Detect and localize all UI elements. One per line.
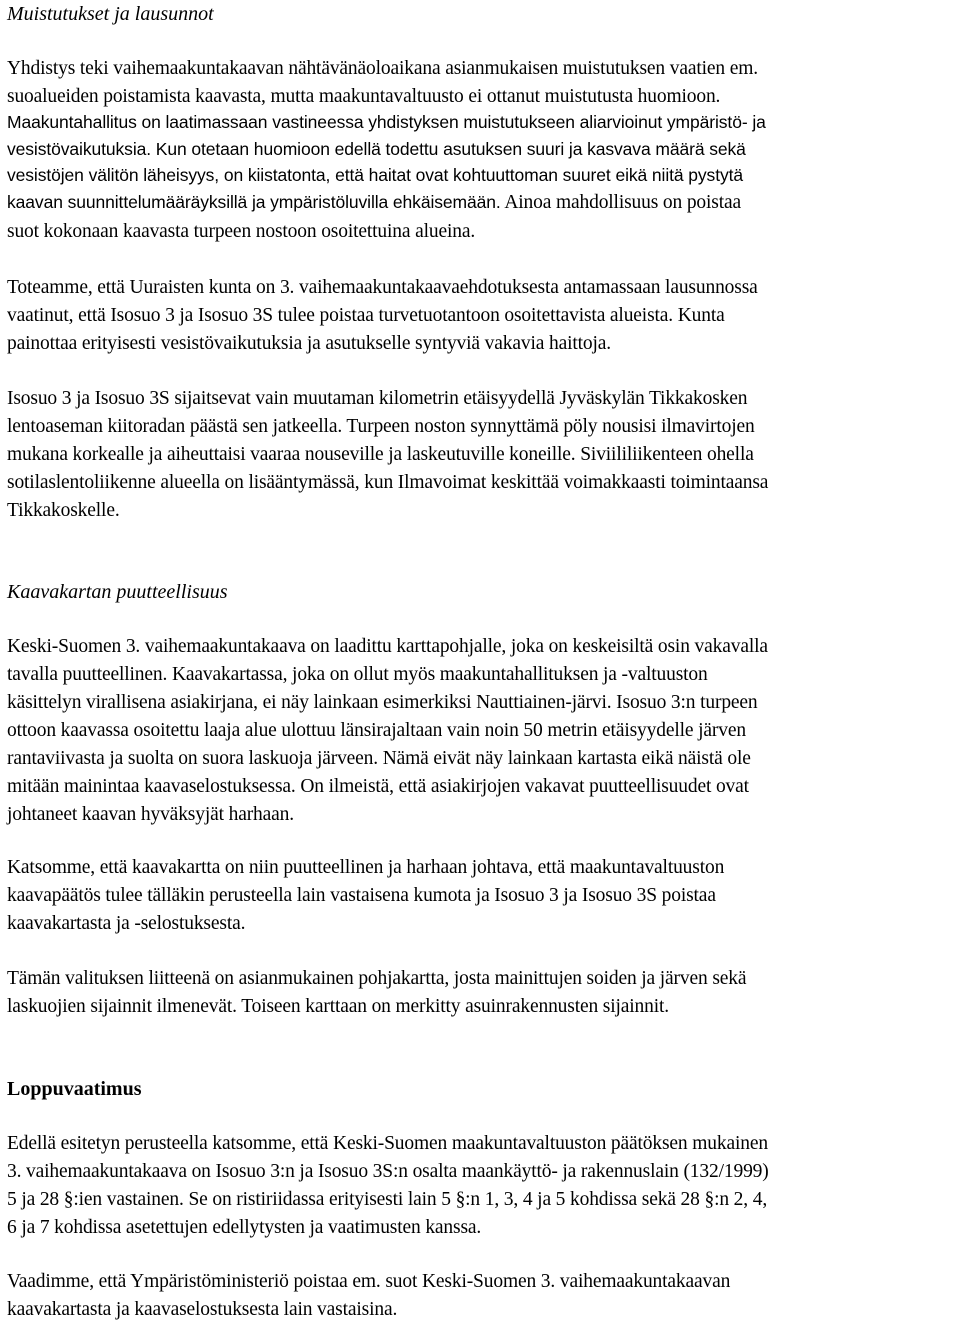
text-line: vaatinut, että Isosuo 3 ja Isosuo 3S tulee poistaa turvetuotantoon osoitettavista alueista. Kunta [7, 305, 725, 326]
text-line: rantaviivasta ja suolta on suora laskuoja järveen. Nämä eivät näy lainkaan kartasta eikä näistä ole [7, 748, 751, 769]
paragraph-uurainen [7, 274, 957, 358]
paragraph-lentoasema [7, 385, 957, 525]
section-heading-loppuvaatimus [7, 1075, 957, 1103]
text-line: Tämän valituksen liitteenä on asianmukainen pohjakartta, josta mainittujen soiden ja järven sekä [7, 968, 747, 989]
paragraph-vastine [7, 109, 957, 246]
text-line-mixed [7, 189, 957, 217]
section-heading-muistutukset [7, 0, 957, 28]
text-line: Vaadimme, että Ympäristöministeriö poistaa em. suot Keski-Suomen 3. vaihemaakuntakaavan [7, 1271, 731, 1292]
text-line: mukana korkealle ja aiheuttaisi vaaraa nouseville ja laskeutuville koneille. Siviililiikenteen ohella [7, 444, 754, 465]
text-line: suoalueiden poistamista kaavasta, mutta maakuntavaltuusto ei ottanut muistutusta huomioon. [7, 86, 721, 107]
text-line: johtaneet kaavan hyväksyjät harhaan. [7, 804, 294, 825]
text-line: tavalla puutteellinen. Kaavakartassa, joka on ollut myös maakuntahallituksen ja -valtuuston [7, 664, 708, 685]
heading-text: Loppuvaatimus [7, 1078, 142, 1100]
text-line: vesistöjen välitön läheisyys, on kiistatonta, että haitat ovat kohtuuttoman suuret eikä niitä pystytä [7, 165, 744, 185]
text-line: mitään mainintaa kaavaselostuksessa. On ilmeistä, että asiakirjojen vakavat puutteellisuudet ovat [7, 776, 749, 797]
paragraph-perusteet [7, 1130, 957, 1242]
text-line: Isosuo 3 ja Isosuo 3S sijaitsevat vain muutaman kilometrin etäisyydellä Jyväskylän Tikkakosken [7, 388, 748, 409]
text-line: sotilaslentoliikenne alueella on lisääntymässä, kun Ilmavoimat keskittää voimakkaasti toimintaansa [7, 472, 769, 493]
text-line: Katsomme, että kaavakartta on niin puutteellinen ja harhaan johtava, että maakuntavaltuuston [7, 857, 725, 878]
text-segment: Ainoa mahdollisuus on poistaa [500, 191, 742, 213]
paragraph-katsomme [7, 854, 957, 938]
heading-text: Kaavakartan puutteellisuus [7, 581, 228, 603]
paragraph-karttapohja [7, 633, 957, 829]
text-line: Yhdistys teki vaihemaakuntakaavan nähtävänäoloaikana asianmukaisen muistutuksen vaatien em. [7, 58, 758, 79]
text-line: kaavakartasta ja kaavaselostuksesta lain vastaisina. [7, 1299, 398, 1320]
text-line: ottoon kaavassa osoitettu laaja alue ulottuu länsirajaltaan vain noin 50 metrin etäisyydelle järven [7, 720, 746, 741]
text-line: vesistövaikutuksia. Kun otetaan huomioon edellä todettu asutuksen suuri ja kasvava määrä sekä [7, 138, 746, 159]
paragraph-muistutus [7, 55, 957, 111]
text-line: Edellä esitetyn perusteella katsomme, että Keski-Suomen maakuntavaltuuston päätöksen mukainen [7, 1133, 768, 1154]
section-heading-kaavakartta [7, 578, 957, 606]
text-line: Toteamme, että Uuraisten kunta on 3. vaihemaakuntakaavaehdotuksesta antamassaan lausunnossa [7, 277, 758, 298]
text-line: 5 ja 28 §:ien vastainen. Se on ristiriidassa erityisesti lain 5 §:n 1, 3, 4 ja 5 kohdissa sekä 28 §:n 2, 4, [7, 1189, 768, 1210]
text-line: suot kokonaan kaavasta turpeen nostoon osoitettuina alueina. [7, 220, 476, 242]
text-line: käsittelyn virallisena asiakirjana, ei näy lainkaan esimerkiksi Nauttiainen-järvi. Isosuo 3:n turpeen [7, 692, 758, 713]
paragraph-liite [7, 965, 957, 1021]
text-segment: kaavan suunnittelumääräyksillä ja ympäristöluvilla ehkäisemään. [7, 191, 501, 212]
text-line: Maakuntahallitus on laatimassaan vastineessa yhdistyksen muistutukseen aliarvioinut ympäristö- ja [7, 112, 766, 132]
text-line: laskuojien sijainnit ilmenevät. Toiseen karttaan on merkitty asuinrakennusten sijainnit. [7, 996, 670, 1017]
text-line: 6 ja 7 kohdissa asetettujen edellytysten ja vaatimusten kanssa. [7, 1217, 482, 1238]
text-line: Tikkakoskelle. [7, 500, 120, 521]
text-line: 3. vaihemaakuntakaava on Isosuo 3:n ja Isosuo 3S:n osalta maankäyttö- ja rakennuslain (132/1999) [7, 1161, 769, 1182]
text-line: lentoaseman kiitoradan päästä sen jatkeella. Turpeen noston synnyttämä pöly nousisi ilmavirtojen [7, 416, 755, 437]
text-line: kaavapäätös tulee tälläkin perusteella lain vastaisena kumota ja Isosuo 3 ja Isosuo 3S poistaa [7, 885, 716, 906]
text-line: Keski-Suomen 3. vaihemaakuntakaava on laadittu karttapohjalle, joka on keskeisiltä osin vakavalla [7, 636, 768, 657]
text-line: painottaa erityisesti vesistövaikutuksia ja asutukselle syntyviä vakavia haittoja. [7, 333, 611, 354]
heading-text: Muistutukset ja lausunnot [7, 3, 214, 25]
paragraph-vaatimus [7, 1268, 957, 1324]
text-line: kaavakartasta ja -selostuksesta. [7, 913, 246, 934]
